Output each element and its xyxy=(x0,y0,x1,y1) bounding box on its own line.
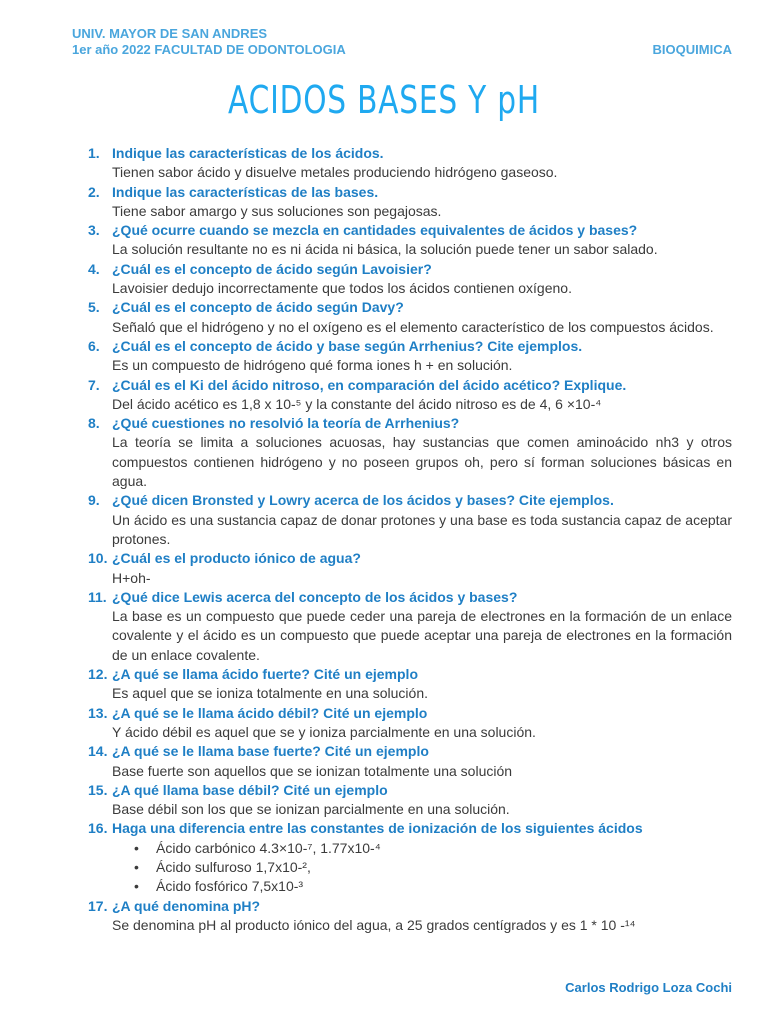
question-number: 10. xyxy=(88,550,108,567)
answer-text: Tienen sabor ácido y disuelve metales produciendo hidrógeno gaseoso. xyxy=(112,164,558,181)
answer-text: Señaló que el hidrógeno y no el oxígeno es el elemento característico de los compuestos ácidos. xyxy=(112,318,714,335)
question-number: 16. xyxy=(88,820,108,837)
question-item-3 xyxy=(88,221,732,260)
question-text: ¿Cuál es el concepto de ácido y base según Arrhenius? Cite ejemplos. xyxy=(112,337,583,354)
question-number: 9. xyxy=(88,492,100,509)
question-text: ¿Cuál es el Ki del ácido nitroso, en comparación del ácido acético? Explique. xyxy=(112,376,627,393)
question-text: ¿Cuál es el concepto de ácido según Davy? xyxy=(112,299,404,316)
answer-text: Base fuerte son aquellos que se ionizan totalmente una solución xyxy=(112,762,513,779)
question-text: ¿Cuál es el concepto de ácido según Lavoisier? xyxy=(112,260,432,277)
question-text: ¿Qué ocurre cuando se mezcla en cantidades equivalentes de ácidos y bases? xyxy=(112,222,638,239)
question-number: 7. xyxy=(88,376,100,393)
question-text: ¿A qué denomina pH? xyxy=(112,897,261,914)
answer-text: H+oh- xyxy=(112,569,151,586)
bullet-text: Ácido fosfórico 7,5x10-³ xyxy=(156,878,304,895)
question-number: 5. xyxy=(88,299,100,316)
question-number: 15. xyxy=(88,781,108,798)
question-number: 17. xyxy=(88,897,108,914)
question-list xyxy=(88,144,732,935)
answer-text: Lavoisier dedujo incorrectamente que todos los ácidos contienen oxígeno. xyxy=(112,280,572,297)
question-item-7 xyxy=(88,376,732,415)
question-text: Indique las características de las bases. xyxy=(112,183,379,200)
question-item-12 xyxy=(88,665,732,704)
list-item xyxy=(88,858,732,877)
header-university: UNIV. MAYOR DE SAN ANDRES xyxy=(72,26,268,41)
question-text: ¿A qué se le llama base fuerte? Cité un ejemplo xyxy=(112,743,429,760)
answer-text: Es aquel que se ioniza totalmente en una solución. xyxy=(112,685,428,702)
question-text: Haga una diferencia entre las constantes de ionización de los siguientes ácidos xyxy=(112,820,643,837)
question-text: ¿Qué cuestiones no resolvió la teoría de Arrhenius? xyxy=(112,415,460,432)
answer-text: Del ácido acético es 1,8 x 10-⁵ y la constante del ácido nitroso es de 4, 6 ×10-⁴ xyxy=(112,395,602,412)
question-number: 13. xyxy=(88,704,108,721)
question-text: ¿A qué llama base débil? Cité un ejemplo xyxy=(112,781,388,798)
question-item-10 xyxy=(88,549,732,588)
header-subject: BIOQUIMICA xyxy=(652,42,732,57)
answer-text: Se denomina pH al producto iónico del agua, a 25 grados centígrados y es 1 * 10 -¹⁴ xyxy=(112,916,636,933)
bullet-icon: • xyxy=(134,878,139,895)
question-number: 14. xyxy=(88,743,108,760)
answer-text: La teoría se limita a soluciones acuosas, hay sustancias que comen aminoácido nh3 y otros compuestos contienen hidrógeno y no poseen grupos oh, pero sí forman soluciones básicas en agua. xyxy=(112,434,732,490)
question-number: 11. xyxy=(88,588,107,605)
question-item-1 xyxy=(88,144,732,183)
answer-text: Un ácido es una sustancia capaz de donar protones y una base es toda sustancia capaz de aceptar protones. xyxy=(112,511,732,547)
question-number: 6. xyxy=(88,337,100,354)
question-item-15 xyxy=(88,781,732,820)
question-item-14 xyxy=(88,742,732,781)
question-text: ¿Cuál es el producto iónico de agua? xyxy=(112,550,361,567)
acid-constants-list xyxy=(88,839,732,897)
question-text: Indique las características de los ácidos. xyxy=(112,145,384,161)
header-faculty: 1er año 2022 FACULTAD DE ODONTOLOGIA xyxy=(72,42,346,57)
question-item-2 xyxy=(88,183,732,222)
author-name: Carlos Rodrigo Loza Cochi xyxy=(565,980,732,995)
answer-text: Es un compuesto de hidrógeno qué forma iones h + en solución. xyxy=(112,357,513,374)
question-item-9 xyxy=(88,491,732,549)
question-number: 2. xyxy=(88,183,100,200)
question-item-11 xyxy=(88,588,732,665)
question-number: 1. xyxy=(88,145,100,161)
question-item-5 xyxy=(88,298,732,337)
answer-text: Base débil son los que se ionizan parcialmente en una solución. xyxy=(112,801,510,818)
question-item-13 xyxy=(88,704,732,743)
question-item-6 xyxy=(88,337,732,376)
answer-text: Y ácido débil es aquel que se y ioniza parcialmente en una solución. xyxy=(112,723,536,740)
question-item-4 xyxy=(88,260,732,299)
bullet-icon: • xyxy=(134,858,139,875)
list-item xyxy=(88,839,732,858)
question-number: 4. xyxy=(88,260,100,277)
question-item-16 xyxy=(88,819,732,896)
page-title: ACIDOS BASES Y pH xyxy=(228,78,540,122)
question-item-8 xyxy=(88,414,732,491)
bullet-text: Ácido sulfuroso 1,7x10-², xyxy=(156,858,311,875)
answer-text: La solución resultante no es ni ácida ni básica, la solución puede tener un sabor salado. xyxy=(112,241,658,258)
question-text: ¿A qué se llama ácido fuerte? Cité un ejemplo xyxy=(112,666,418,683)
bullet-text: Ácido carbónico 4.3×10-⁷, 1.77x10-⁴ xyxy=(156,839,381,856)
question-text: ¿Qué dicen Bronsted y Lowry acerca de los ácidos y bases? Cite ejemplos. xyxy=(112,492,614,509)
list-item xyxy=(88,877,732,896)
question-item-17 xyxy=(88,897,732,936)
question-number: 3. xyxy=(88,222,100,239)
answer-text: Tiene sabor amargo y sus soluciones son pegajosas. xyxy=(112,202,442,219)
question-text: ¿A qué se le llama ácido débil? Cité un ejemplo xyxy=(112,704,428,721)
question-text: ¿Qué dice Lewis acerca del concepto de los ácidos y bases? xyxy=(112,588,518,605)
question-number: 12. xyxy=(88,666,108,683)
bullet-icon: • xyxy=(134,839,139,856)
answer-text: La base es un compuesto que puede ceder una pareja de electrones en la formación de un enlace covalente y el ácido es un compuesto que puede aceptar una pareja de electrones en la formación de un enlace covalente. xyxy=(112,608,732,663)
question-number: 8. xyxy=(88,415,100,432)
